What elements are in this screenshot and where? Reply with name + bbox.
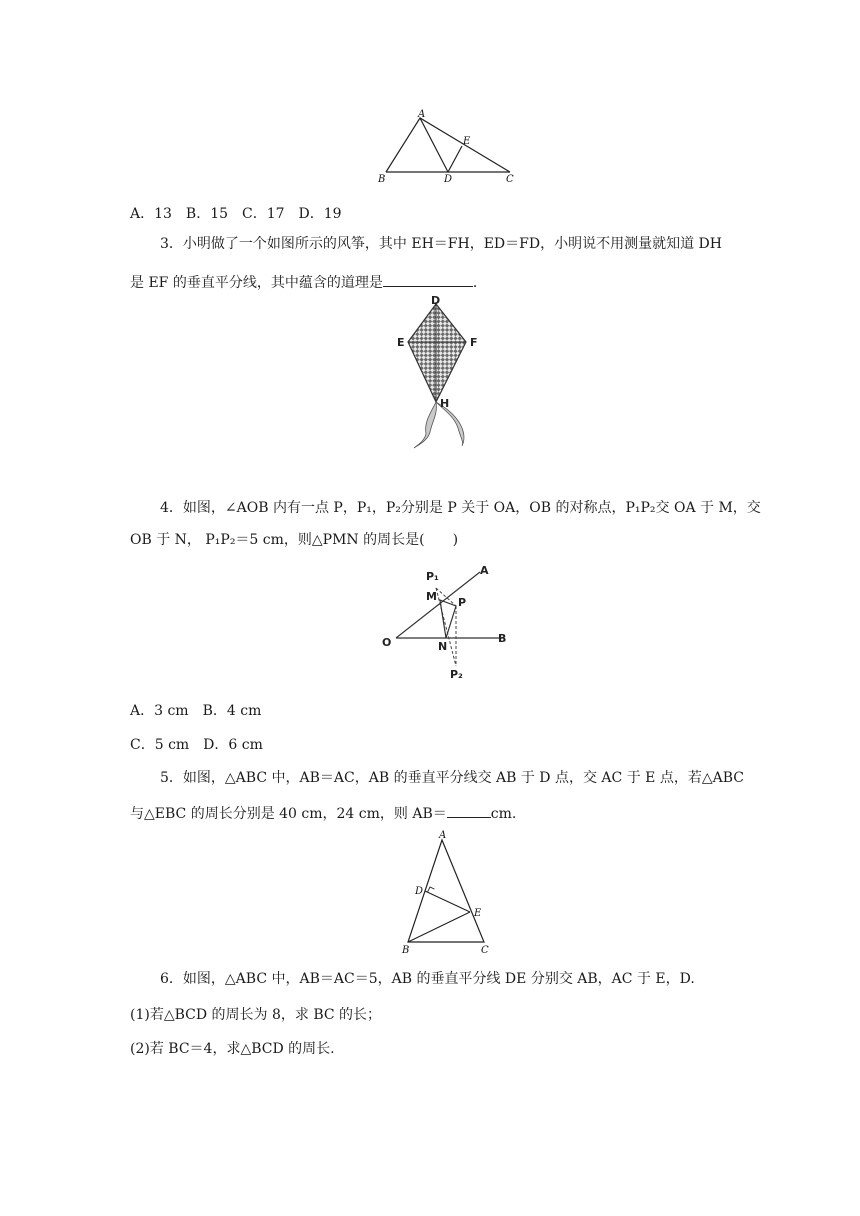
label-e: E bbox=[474, 908, 482, 919]
q4-options-1: A．3 cm B．4 cm bbox=[130, 703, 262, 719]
figure-isosceles-abc bbox=[396, 832, 496, 956]
q5-line2 bbox=[130, 803, 516, 823]
segment-p1p bbox=[436, 588, 456, 606]
segment-de bbox=[448, 146, 462, 172]
q2-options: A．13 B．15 C．17 D．19 bbox=[130, 206, 342, 222]
segment-p1p2 bbox=[436, 588, 456, 666]
segment-be bbox=[408, 912, 470, 942]
q4-line2: OB 于 N， P₁P₂＝5 cm，则△PMN 的周长是( ) bbox=[130, 532, 459, 548]
figure-angle-aob bbox=[380, 562, 520, 684]
label-b: B bbox=[402, 945, 410, 956]
label-e: E bbox=[397, 336, 405, 349]
q3-line2-text: 是 EF 的垂直平分线，其中蕴含的道理是 bbox=[130, 275, 383, 291]
figure-4-svg bbox=[396, 832, 496, 956]
label-f: F bbox=[470, 336, 478, 349]
q6-line1: 6．如图，△ABC 中，AB＝AC＝5，AB 的垂直平分线 DE 分别交 AB，AC 于 E，D. bbox=[160, 971, 695, 987]
label-a: A bbox=[418, 109, 426, 120]
q4-line1: 4．如图，∠AOB 内有一点 P，P₁，P₂分别是 P 关于 OA，OB 的对称点，P₁P₂交 OA 于 M，交 bbox=[160, 500, 761, 516]
q3-line2-end: ． bbox=[472, 275, 487, 291]
q4-options-2: C．5 cm D．6 cm bbox=[130, 737, 263, 753]
q5-line2-text: 与△EBC 的周长分别是 40 cm，24 cm，则 AB＝ bbox=[130, 806, 447, 822]
label-c: C bbox=[481, 945, 489, 956]
label-p2: P₂ bbox=[450, 668, 463, 681]
figure-2-svg bbox=[394, 296, 494, 454]
q3-line1: 3．小明做了一个如图所示的风筝，其中 EH＝FH，ED＝FD，小明说不用测量就知道 DH bbox=[160, 236, 722, 252]
triangle-outline bbox=[386, 118, 510, 172]
kite-body bbox=[408, 304, 466, 402]
label-p1: P₁ bbox=[426, 570, 439, 583]
label-a: A bbox=[439, 830, 447, 841]
label-d: D bbox=[431, 294, 441, 307]
kite-tail-left bbox=[414, 402, 436, 448]
label-m: M bbox=[426, 590, 437, 603]
q5-line2-end: cm. bbox=[490, 806, 517, 822]
q3-line2 bbox=[130, 272, 487, 292]
label-d: D bbox=[444, 174, 453, 185]
label-d: D bbox=[415, 886, 424, 897]
label-a: A bbox=[480, 564, 489, 577]
label-e: E bbox=[463, 136, 471, 147]
label-o: O bbox=[382, 636, 392, 649]
q5-line1: 5．如图，△ABC 中，AB＝AC，AB 的垂直平分线交 AB 于 D 点，交 AC 于 E 点，若△ABC bbox=[160, 770, 744, 786]
q3-answer-blank[interactable] bbox=[383, 274, 473, 287]
right-angle-mark bbox=[428, 887, 435, 892]
figure-1-svg bbox=[376, 109, 526, 187]
figure-kite bbox=[394, 296, 494, 454]
q6-sub2: (2)若 BC＝4，求△BCD 的周长. bbox=[130, 1041, 335, 1057]
label-c: C bbox=[506, 174, 514, 185]
label-n: N bbox=[438, 640, 448, 653]
q6-sub1: (1)若△BCD 的周长为 8，求 BC 的长； bbox=[130, 1007, 382, 1023]
q5-answer-blank[interactable] bbox=[447, 805, 491, 818]
triangle-pmn bbox=[440, 600, 456, 638]
label-h: H bbox=[440, 397, 450, 410]
label-b: B bbox=[498, 632, 507, 645]
figure-3-svg bbox=[380, 562, 520, 684]
label-p: P bbox=[458, 596, 467, 609]
figure-triangle-abc-de bbox=[376, 109, 526, 187]
label-b: B bbox=[378, 174, 386, 185]
segment-de bbox=[425, 891, 470, 912]
